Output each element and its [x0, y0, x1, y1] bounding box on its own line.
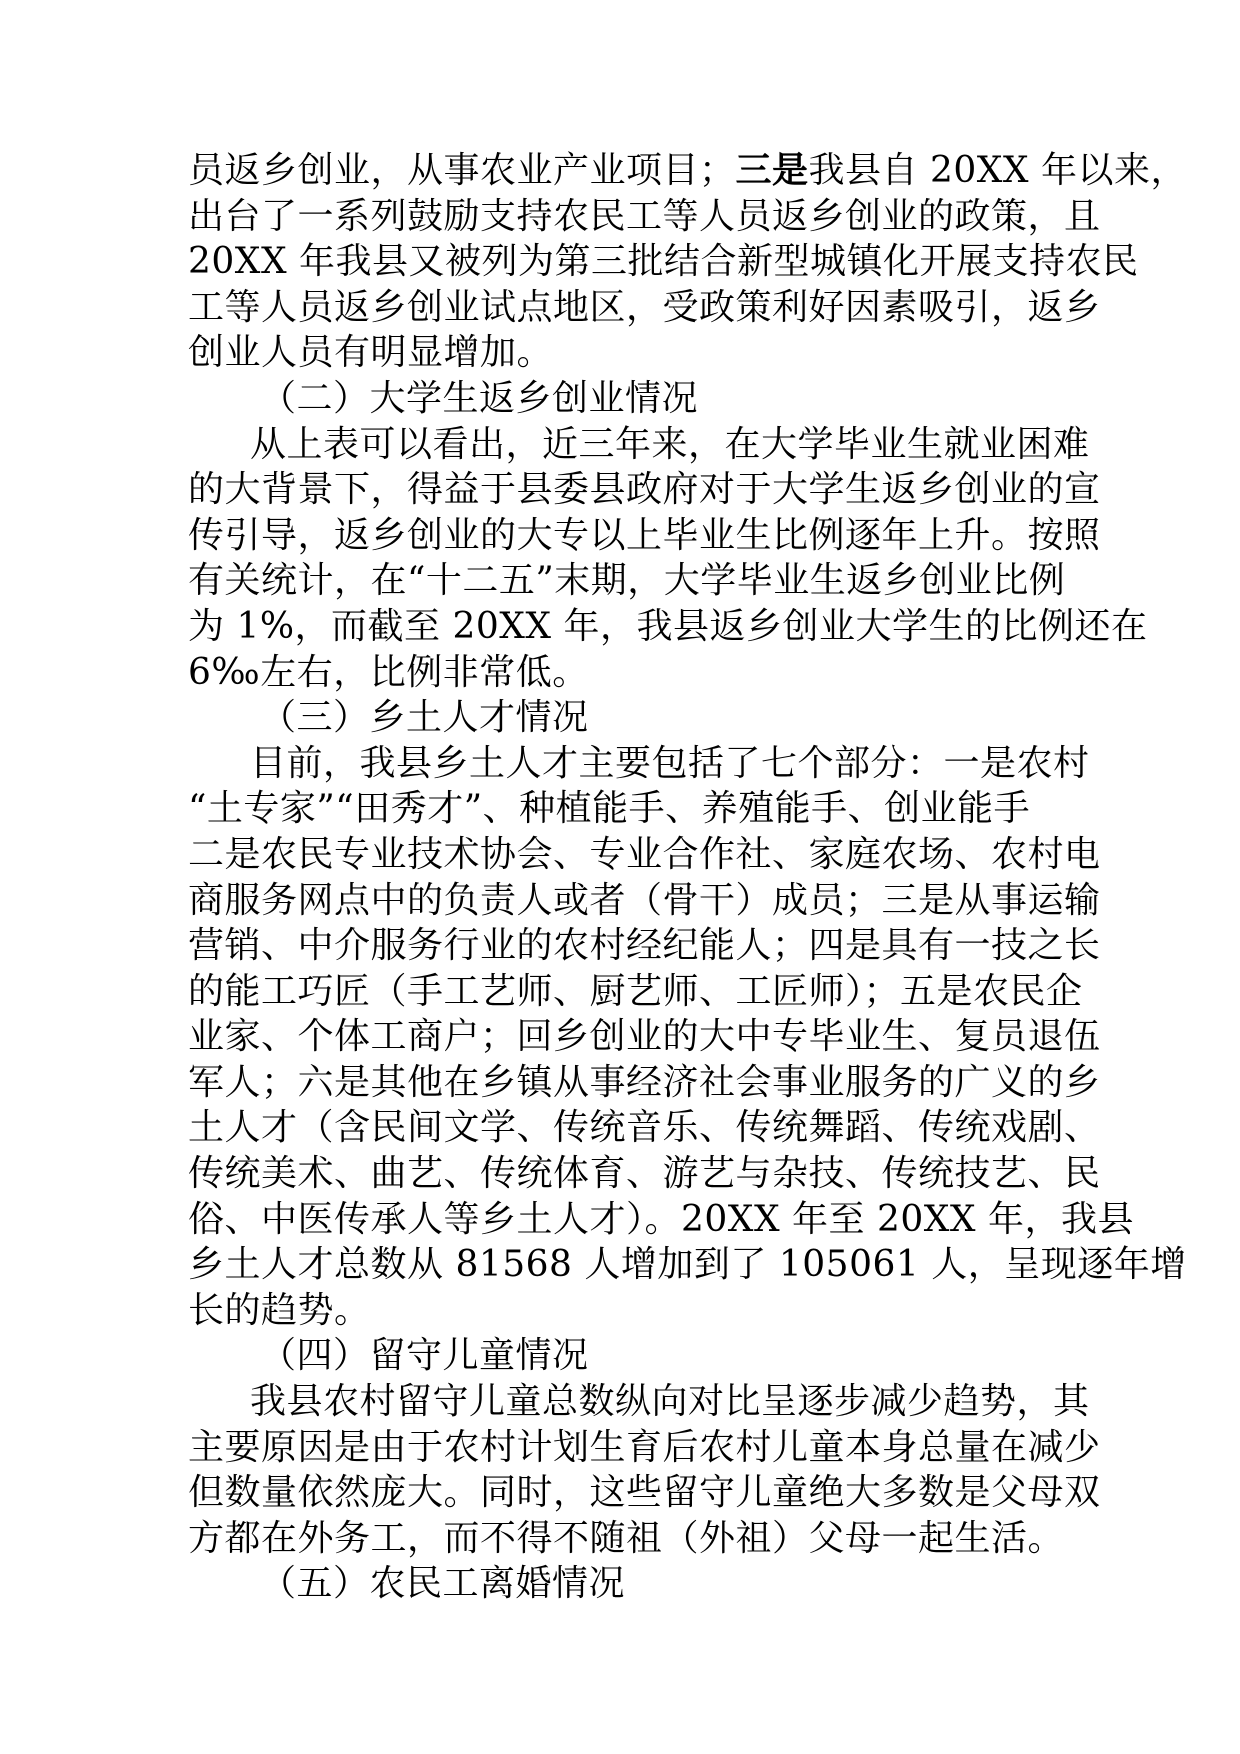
- text-line: “土专家”“田秀才”、种植能手、养殖能手、创业能手: [188, 788, 1031, 830]
- text-line: 二是农民专业技术协会、专业合作社、家庭农场、农村电: [188, 833, 1101, 875]
- section-heading-local-talent: （三）乡土人才情况: [260, 697, 589, 739]
- text-line: 主要原因是由于农村计划生育后农村儿童本身总量在减少: [188, 1426, 1101, 1468]
- text-line: 的能工巧匠（手工艺师、厨艺师、工匠师）；五是农民企: [188, 970, 1083, 1012]
- text-line: 出台了一系列鼓励支持农民工等人员返乡创业的政策，且: [188, 195, 1101, 237]
- section-heading-college-graduates: （二）大学生返乡创业情况: [260, 377, 699, 419]
- text-line: 乡土人才总数从 81568 人增加到了 105061 人，呈现逐年增: [188, 1244, 1187, 1286]
- text-line: 6‰左右，比例非常低。: [188, 651, 589, 693]
- text-line: 工等人员返乡创业试点地区，受政策利好因素吸引，返乡: [188, 286, 1101, 328]
- text-line: 长的趋势。: [188, 1289, 371, 1331]
- text-line: 土人才（含民间文学、传统音乐、传统舞蹈、传统戏剧、: [188, 1107, 1101, 1149]
- text-line: 传统美术、曲艺、传统体育、游艺与杂技、传统技艺、民: [188, 1153, 1101, 1195]
- text-line: 传引导，返乡创业的大专以上毕业生比例逐年上升。按照: [188, 514, 1101, 556]
- section-heading-left-behind-children: （四）留守儿童情况: [260, 1335, 589, 1377]
- text-line: 20XX 年我县又被列为第三批结合新型城镇化开展支持农民: [188, 241, 1139, 283]
- document-page: [188, 148, 1187, 1607]
- text-line: 我县农村留守儿童总数纵向对比呈逐步减少趋势，其: [250, 1381, 1090, 1423]
- text-line: 但数量依然庞大。同时，这些留守儿童绝大多数是父母双: [188, 1472, 1101, 1514]
- section-heading-migrant-divorce: （五）农民工离婚情况: [260, 1563, 626, 1605]
- text-line: 目前，我县乡土人才主要包括了七个部分：一是农村: [250, 742, 1090, 784]
- text-line: [188, 148, 1187, 194]
- paragraph-returning-entrepreneurs: [188, 148, 1187, 376]
- paragraph-local-talent: [188, 741, 1187, 1334]
- text-segment: 员返乡创业，从事农业产业项目；: [188, 150, 736, 191]
- text-segment: 我县自 20XX 年以来，: [808, 150, 1187, 191]
- bold-text-segment: 三是: [735, 149, 809, 191]
- text-line: 从上表可以看出，近三年来，在大学毕业生就业困难: [250, 423, 1090, 465]
- text-line: 商服务网点中的负责人或者（骨干）成员；三是从事运输: [188, 879, 1101, 921]
- text-line: 的大背景下，得益于县委县政府对于大学生返乡创业的宣: [188, 469, 1101, 511]
- text-line: 营销、中介服务行业的农村经纪能人；四是具有一技之长: [188, 925, 1101, 967]
- text-line: 军人；六是其他在乡镇从事经济社会事业服务的广义的乡: [188, 1061, 1101, 1103]
- text-line: 有关统计，在“十二五”末期，大学毕业生返乡创业比例: [188, 560, 1066, 602]
- text-line: 方都在外务工，而不得不随祖（外祖）父母一起生活。: [188, 1517, 1065, 1559]
- paragraph-college-graduates: [188, 422, 1148, 696]
- text-line: 为 1%，而截至 20XX 年，我县返乡创业大学生的比例还在: [188, 605, 1148, 647]
- paragraph-left-behind-children: [188, 1379, 1101, 1561]
- text-line: 创业人员有明显增加。: [188, 332, 554, 374]
- text-line: 俗、中医传承人等乡土人才）。20XX 年至 20XX 年，我县: [188, 1198, 1134, 1240]
- text-line: 业家、个体工商户；回乡创业的大中专毕业生、复员退伍: [188, 1016, 1101, 1058]
